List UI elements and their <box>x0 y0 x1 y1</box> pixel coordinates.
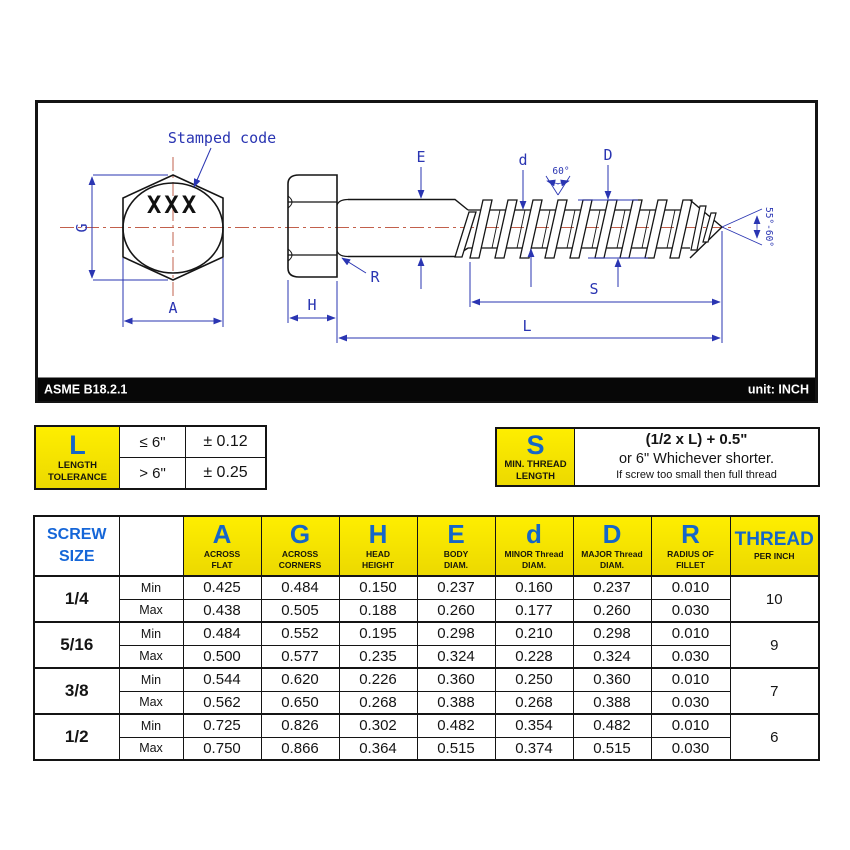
length-condition: ≤ 6" <box>120 426 186 458</box>
tpi-cell: 10 <box>730 576 819 622</box>
value-cell: 0.237 <box>573 576 651 599</box>
value-cell: 0.552 <box>261 622 339 645</box>
min-thread-rule <box>575 428 820 486</box>
max-label: Max <box>119 691 183 714</box>
min-thread-note: or 6" Whichever shorter. <box>618 451 775 468</box>
tpi-cell: 6 <box>730 714 819 760</box>
value-cell: 0.484 <box>183 622 261 645</box>
value-cell: 0.650 <box>261 691 339 714</box>
size-5-16: 5/16 <box>34 622 119 668</box>
value-cell: 0.188 <box>339 599 417 622</box>
value-cell: 0.360 <box>573 668 651 691</box>
stamped-mark: XXX <box>146 191 200 219</box>
value-cell: 0.010 <box>651 714 730 737</box>
tpi-cell: 9 <box>730 622 819 668</box>
value-cell: 0.577 <box>261 645 339 668</box>
value-cell: 0.268 <box>495 691 573 714</box>
label-G: G <box>73 223 91 233</box>
value-cell: 0.515 <box>417 737 495 760</box>
column-header-R: R RADIUS OF FILLET <box>651 516 730 576</box>
value-cell: 0.500 <box>183 645 261 668</box>
column-header-G: G ACROSS CORNERS <box>261 516 339 576</box>
value-cell: 0.324 <box>573 645 651 668</box>
label-thread-angle: 60° <box>552 166 570 177</box>
label-stamped-code: Stamped code <box>167 129 277 147</box>
symbol-S: S <box>526 429 545 460</box>
head-side-view <box>288 175 348 277</box>
value-cell: 0.374 <box>495 737 573 760</box>
value-cell: 0.030 <box>651 737 730 760</box>
min-thread-caption: MIN. THREAD LENGTH <box>504 459 567 483</box>
column-header-d: d MINOR Thread DIAM. <box>495 516 573 576</box>
value-cell: 0.866 <box>261 737 339 760</box>
value-cell: 0.505 <box>261 599 339 622</box>
dimension-lines <box>92 148 762 343</box>
value-cell: 0.482 <box>573 714 651 737</box>
size-3-8: 3/8 <box>34 668 119 714</box>
value-cell: 0.150 <box>339 576 417 599</box>
length-tolerance-header <box>35 426 120 489</box>
value-cell: 0.226 <box>339 668 417 691</box>
column-header-A: A ACROSS FLAT <box>183 516 261 576</box>
label-R: R <box>370 268 380 286</box>
value-cell: 0.388 <box>417 691 495 714</box>
min-thread-length-table <box>495 427 820 487</box>
label-H: H <box>307 296 317 314</box>
value-cell: 0.354 <box>495 714 573 737</box>
max-label: Max <box>119 599 183 622</box>
label-d: d <box>518 151 528 169</box>
value-cell: 0.030 <box>651 691 730 714</box>
value-cell: 0.302 <box>339 714 417 737</box>
length-tolerance-table <box>34 425 267 490</box>
value-cell: 0.030 <box>651 599 730 622</box>
value-cell: 0.260 <box>417 599 495 622</box>
value-cell: 0.324 <box>417 645 495 668</box>
max-label: Max <box>119 645 183 668</box>
label-A: A <box>168 299 178 317</box>
label-S: S <box>589 280 599 298</box>
symbol-L: L <box>69 430 86 461</box>
value-cell: 0.268 <box>339 691 417 714</box>
value-cell: 0.298 <box>573 622 651 645</box>
value-cell: 0.030 <box>651 645 730 668</box>
value-cell: 0.484 <box>261 576 339 599</box>
tpi-cell: 7 <box>730 668 819 714</box>
value-cell: 0.360 <box>417 668 495 691</box>
value-cell: 0.260 <box>573 599 651 622</box>
dimension-table <box>33 515 820 761</box>
value-cell: 0.482 <box>417 714 495 737</box>
unit-label: unit: INCH <box>747 382 809 397</box>
length-tolerance-value: ± 0.25 <box>186 458 267 490</box>
value-cell: 0.228 <box>495 645 573 668</box>
value-cell: 0.438 <box>183 599 261 622</box>
value-cell: 0.010 <box>651 622 730 645</box>
thread-crests <box>455 200 692 258</box>
label-E: E <box>416 148 426 166</box>
value-cell: 0.195 <box>339 622 417 645</box>
value-cell: 0.620 <box>261 668 339 691</box>
column-header-thread: THREAD PER INCH <box>730 516 819 576</box>
label-tip-angle: 55°-60° <box>763 206 774 248</box>
column-header-H: H HEAD HEIGHT <box>339 516 417 576</box>
min-thread-formula: (1/2 x L) + 0.5" <box>645 431 748 449</box>
value-cell: 0.544 <box>183 668 261 691</box>
min-label: Min <box>119 668 183 691</box>
drawing-border <box>37 102 817 402</box>
length-tolerance-caption: LENGTH TOLERANCE <box>48 459 107 483</box>
value-cell: 0.237 <box>417 576 495 599</box>
label-L: L <box>522 317 532 335</box>
length-tolerance-value: ± 0.12 <box>186 426 267 458</box>
max-label: Max <box>119 737 183 760</box>
column-header-D: D MAJOR Thread DIAM. <box>573 516 651 576</box>
length-condition: > 6" <box>120 458 186 490</box>
min-thread-header <box>496 428 575 486</box>
value-cell: 0.160 <box>495 576 573 599</box>
value-cell: 0.725 <box>183 714 261 737</box>
value-cell: 0.298 <box>417 622 495 645</box>
column-header-E: E BODY DIAM. <box>417 516 495 576</box>
threads <box>455 200 722 258</box>
value-cell: 0.364 <box>339 737 417 760</box>
value-cell: 0.515 <box>573 737 651 760</box>
value-cell: 0.010 <box>651 668 730 691</box>
blank-header-cell <box>119 516 183 576</box>
min-thread-footnote: If screw too small then full thread <box>616 469 777 482</box>
value-cell: 0.250 <box>495 668 573 691</box>
min-label: Min <box>119 576 183 599</box>
value-cell: 0.010 <box>651 576 730 599</box>
value-cell: 0.425 <box>183 576 261 599</box>
value-cell: 0.388 <box>573 691 651 714</box>
value-cell: 0.750 <box>183 737 261 760</box>
screw-size-header: SCREW SIZE <box>34 516 119 576</box>
value-cell: 0.235 <box>339 645 417 668</box>
value-cell: 0.210 <box>495 622 573 645</box>
min-label: Min <box>119 622 183 645</box>
value-cell: 0.826 <box>261 714 339 737</box>
size-1-2: 1/2 <box>34 714 119 760</box>
standard-label: ASME B18.2.1 <box>44 382 128 397</box>
drawing-footer-bar <box>38 378 815 402</box>
value-cell: 0.177 <box>495 599 573 622</box>
label-D: D <box>603 146 613 164</box>
size-1-4: 1/4 <box>34 576 119 622</box>
value-cell: 0.562 <box>183 691 261 714</box>
min-label: Min <box>119 714 183 737</box>
